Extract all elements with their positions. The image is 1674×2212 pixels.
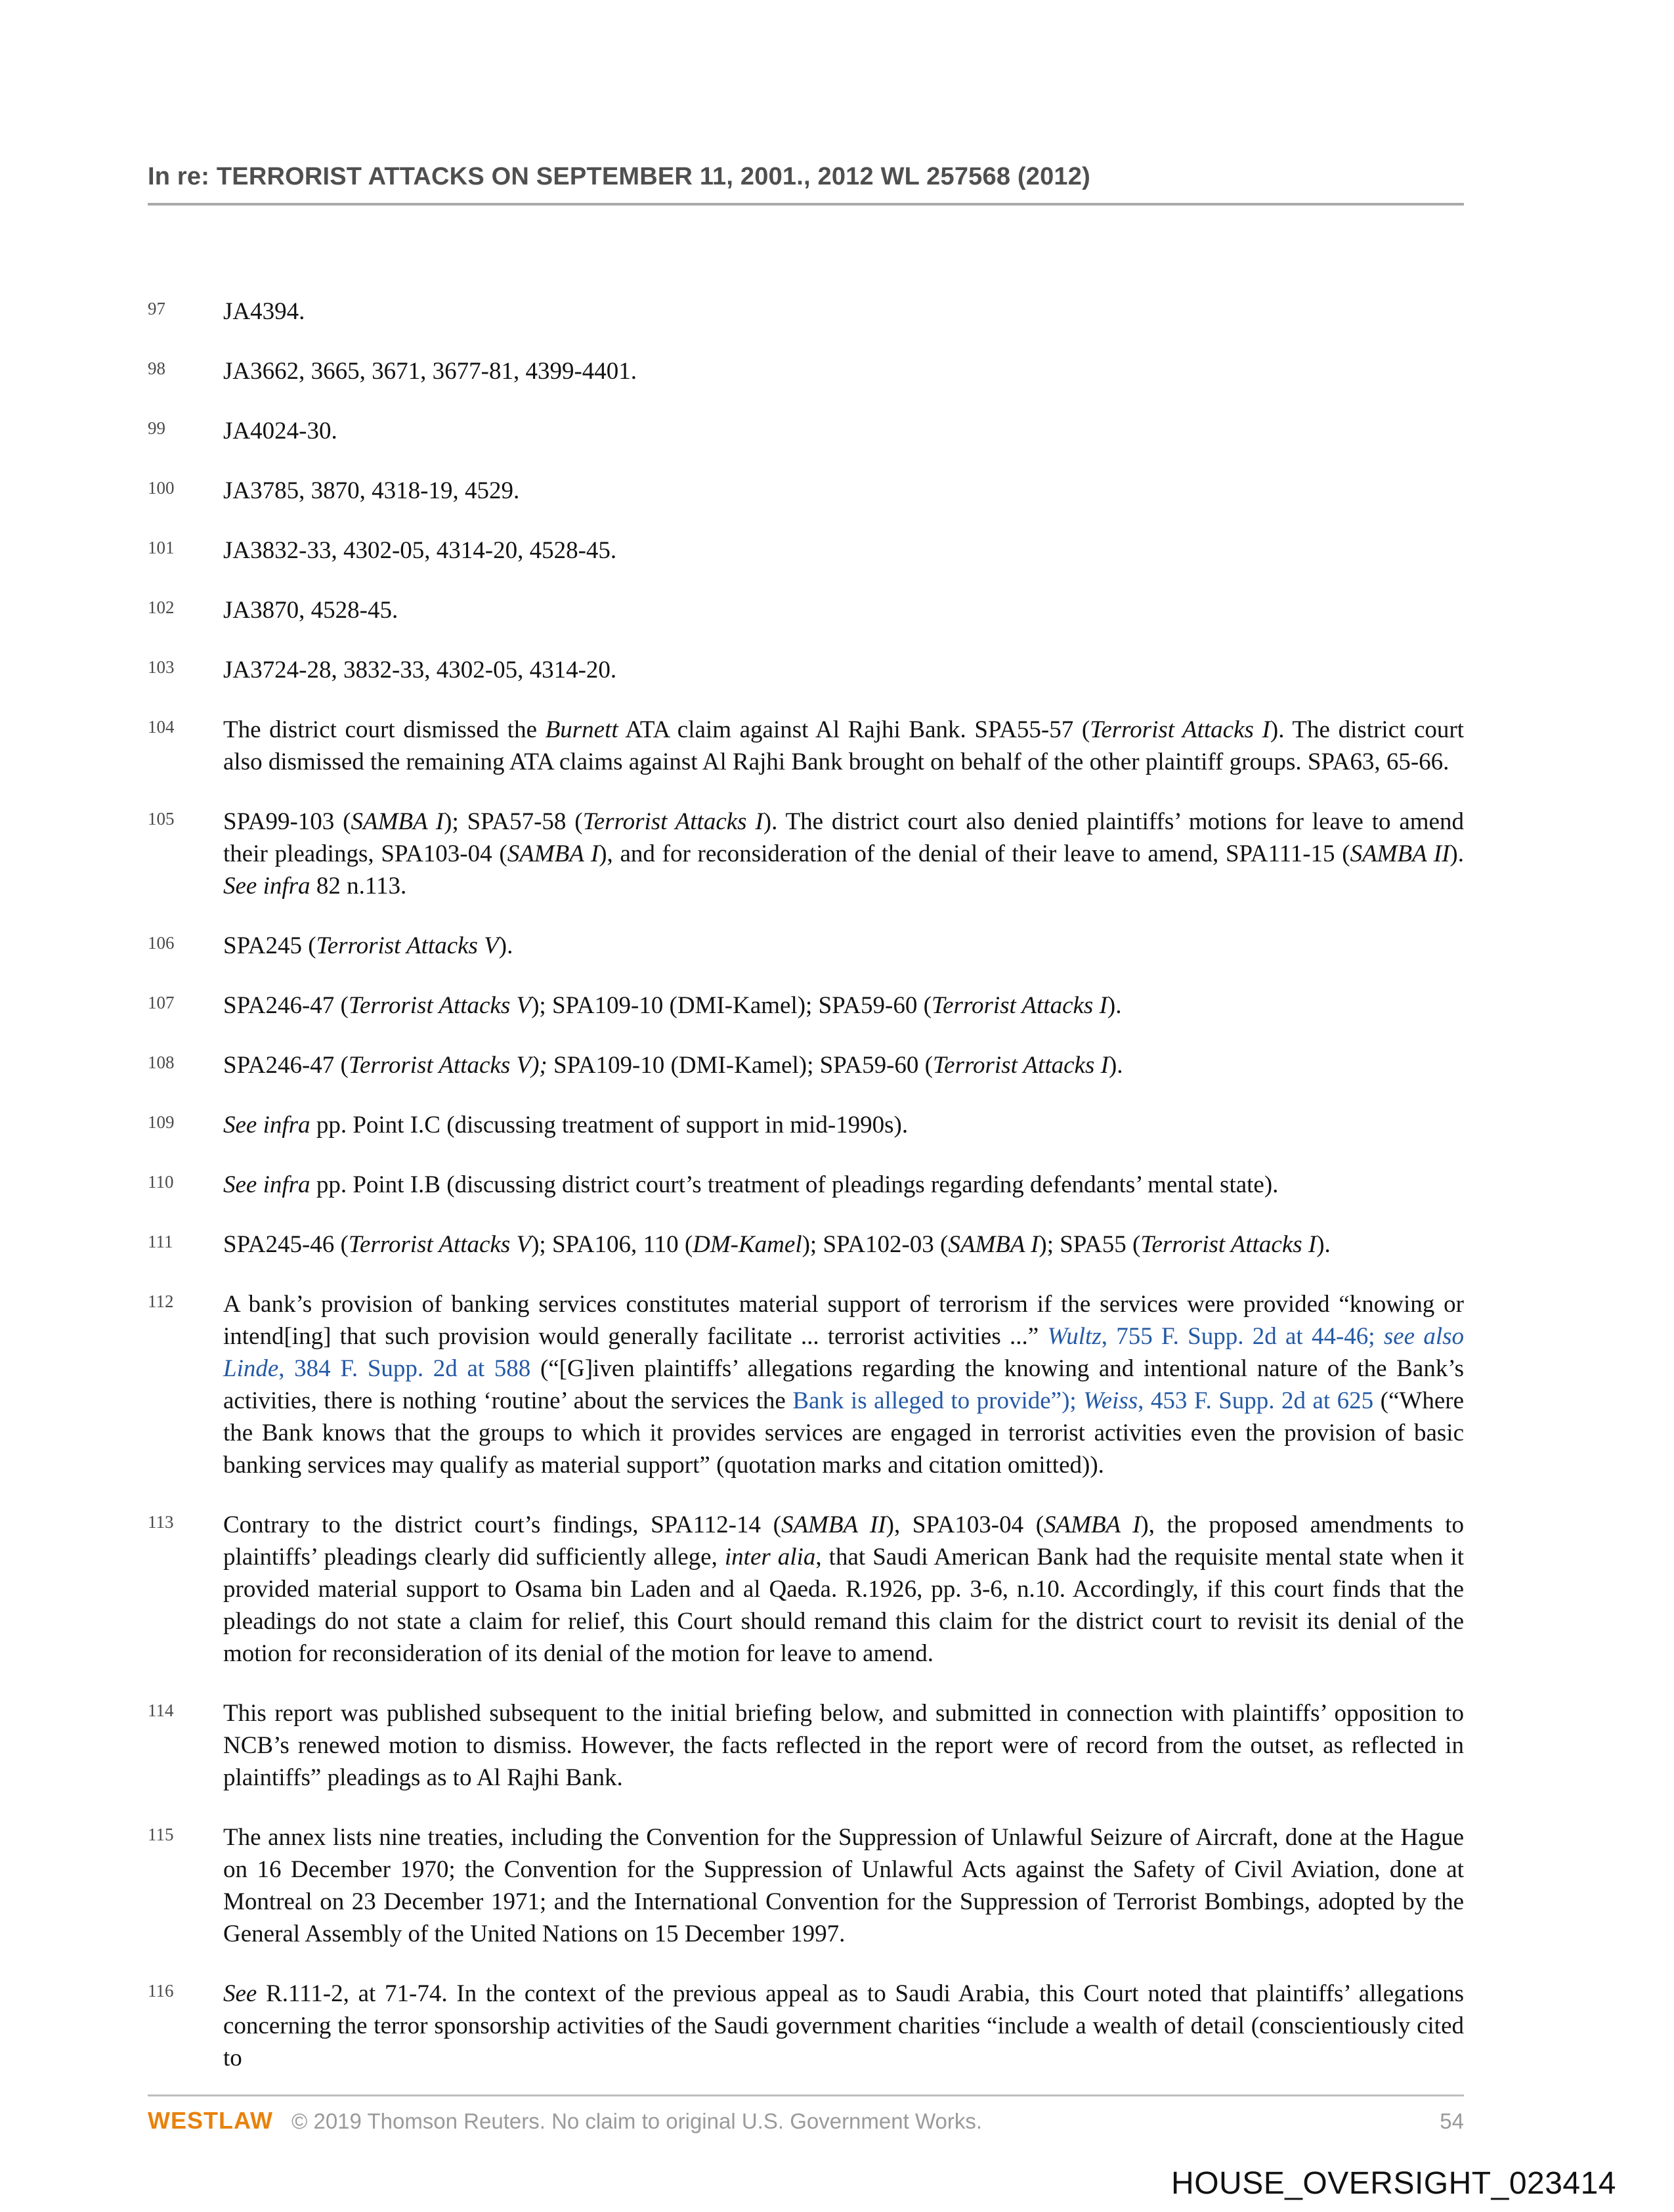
citation-link[interactable]: see also Linde	[223, 1323, 1464, 1382]
footnote-text: Contrary to the district court’s findings, SPA112-14 (SAMBA II), SPA103-04 (SAMBA I), the proposed amendments to plaintiffs’ pleadings clearly did sufficiently allege, inter alia, that Saudi American Bank had the requisite mental state when it provided material support to Osama bin Laden and al Qaeda. R.1926, pp. 3-6, n.10. Accordingly, if this court finds that the pleadings do not state a claim for relief, this Court should remand this claim for the district court to revisit its denial of the motion for reconsideration of its denial of the motion for leave to amend.	[223, 1511, 1464, 1667]
footnote-text: See infra pp. Point I.B (discussing district court’s treatment of pleadings regarding defendants’ mental state).	[223, 1171, 1279, 1198]
footnote-number: 116	[148, 1981, 174, 2001]
footnote-text: JA3785, 3870, 4318-19, 4529.	[223, 477, 520, 504]
footnote-110	[148, 1169, 1464, 1201]
footnote-number: 114	[148, 1701, 174, 1720]
citation-link[interactable]: Weiss	[1083, 1387, 1138, 1414]
footnote-97	[148, 295, 1464, 328]
footnote-104	[148, 714, 1464, 778]
footnote-text: See R.111-2, at 71-74. In the context of the previous appeal as to Saudi Arabia, this Court noted that plaintiffs’ allegations concerning the terror sponsorship activities of the Saudi government charities “include a wealth of detail (conscientiously cited to	[223, 1980, 1464, 2071]
footnote-116	[148, 1978, 1464, 2074]
footnote-number: 99	[148, 418, 165, 438]
footnote-number: 111	[148, 1232, 173, 1251]
footnote-113	[148, 1509, 1464, 1670]
footnote-number: 109	[148, 1112, 175, 1132]
footnote-100	[148, 475, 1464, 507]
footnote-number: 100	[148, 478, 175, 498]
footnote-list	[148, 295, 1464, 2081]
page-number: 54	[1440, 2109, 1464, 2133]
citation-link[interactable]: , 453 F. Supp. 2d at 625	[1138, 1387, 1374, 1414]
footnote-text: SPA245 (Terrorist Attacks V).	[223, 932, 513, 959]
footnote-text: SPA99-103 (SAMBA I); SPA57-58 (Terrorist Attacks I). The district court also denied plaintiffs’ motions for leave to amend their pleadings, SPA103-04 (SAMBA I), and for reconsideration of the denial of their leave to amend, SPA111-15 (SAMBA II). See infra 82 n.113.	[223, 808, 1464, 900]
footnote-number: 103	[148, 657, 175, 677]
footnote-114	[148, 1697, 1464, 1794]
footnote-number: 98	[148, 358, 165, 378]
footnote-number: 106	[148, 933, 175, 953]
footnote-text: SPA246-47 (Terrorist Attacks V); SPA109-10 (DMI-Kamel); SPA59-60 (Terrorist Attacks I).	[223, 1052, 1123, 1079]
document-title: In re: TERRORIST ATTACKS ON SEPTEMBER 11, 2001., 2012 WL 257568 (2012)	[148, 163, 1464, 206]
document-header	[148, 163, 1464, 206]
footnote-111	[148, 1228, 1464, 1261]
footnote-number: 102	[148, 597, 175, 617]
footnote-number: 108	[148, 1052, 175, 1072]
footnote-text: A bank’s provision of banking services constitutes material support of terrorism if the services were provided “knowing or intend[ing] that such provision would generally facilitate ... terrorist activities ...” Wultz, 755 F. Supp. 2d at 44-46; see also Linde, 384 F. Supp. 2d at 588 (“[G]iven plaintiffs’ allegations regarding the knowing and intentional nature of the Bank’s activities, there is nothing ‘routine’ about the services the Bank is alleged to provide”); Weiss, 453 F. Supp. 2d at 625 (“Where the Bank knows that the groups to which it provides services are engaged in terrorist activities even the provision of basic banking services may qualify as material support” (quotation marks and citation omitted)).	[223, 1291, 1464, 1479]
footnote-number: 110	[148, 1172, 174, 1192]
footnote-text: JA3724-28, 3832-33, 4302-05, 4314-20.	[223, 657, 617, 683]
footnote-112	[148, 1288, 1464, 1481]
citation-link[interactable]: Wultz	[1047, 1323, 1102, 1350]
footnote-text: JA3870, 4528-45.	[223, 597, 398, 624]
footnote-108	[148, 1049, 1464, 1081]
footnote-number: 97	[148, 299, 165, 318]
footnote-text: JA3662, 3665, 3671, 3677-81, 4399-4401.	[223, 358, 637, 385]
footnote-106	[148, 930, 1464, 962]
footnote-number: 115	[148, 1825, 174, 1844]
footnote-103	[148, 654, 1464, 686]
footnote-107	[148, 989, 1464, 1022]
page-footer	[148, 2094, 1464, 2135]
westlaw-logo: WESTLAW	[148, 2107, 273, 2134]
footnote-101	[148, 534, 1464, 567]
footnote-text: JA3832-33, 4302-05, 4314-20, 4528-45.	[223, 537, 617, 564]
footnote-number: 104	[148, 717, 175, 737]
footnote-text: The district court dismissed the Burnett ATA claim against Al Rajhi Bank. SPA55-57 (Terrorist Attacks I). The district court also dismissed the remaining ATA claims against Al Rajhi Bank brought on behalf of the other plaintiff groups. SPA63, 65-66.	[223, 716, 1464, 775]
footnote-text: See infra pp. Point I.C (discussing treatment of support in mid-1990s).	[223, 1112, 909, 1139]
footer-copyright: © 2019 Thomson Reuters. No claim to original U.S. Government Works.	[291, 2109, 983, 2133]
footnote-text: SPA245-46 (Terrorist Attacks V); SPA106, 110 (DM-Kamel); SPA102-03 (SAMBA I); SPA55 (Terrorist Attacks I).	[223, 1231, 1331, 1258]
footnote-109	[148, 1109, 1464, 1141]
footnote-number: 113	[148, 1512, 174, 1532]
footnote-98	[148, 355, 1464, 387]
footnote-number: 112	[148, 1291, 174, 1311]
footnote-99	[148, 415, 1464, 447]
footnote-text: This report was published subsequent to the initial briefing below, and submitted in connection with plaintiffs’ opposition to NCB’s renewed motion to dismiss. However, the facts reflected in the report were of record from the outset, as reflected in plaintiffs” pleadings as to Al Rajhi Bank.	[223, 1700, 1464, 1791]
footnote-text: JA4024-30.	[223, 418, 337, 445]
footnote-number: 101	[148, 538, 175, 557]
footnote-text: The annex lists nine treaties, including the Convention for the Suppression of Unlawful Seizure of Aircraft, done at the Hague on 16 December 1970; the Convention for the Suppression of Unlawful Acts against the Safety of Civil Aviation, done at Montreal on 23 December 1971; and the International Convention for the Suppression of Terrorist Bombings, adopted by the General Assembly of the United Nations on 15 December 1997.	[223, 1824, 1464, 1947]
citation-link[interactable]: Bank is alleged to provide”);	[792, 1387, 1084, 1414]
citation-link[interactable]: , 755 F. Supp. 2d at 44-46;	[1101, 1323, 1384, 1350]
bates-stamp: HOUSE_OVERSIGHT_023414	[1171, 2166, 1616, 2201]
footnote-text: SPA246-47 (Terrorist Attacks V); SPA109-10 (DMI-Kamel); SPA59-60 (Terrorist Attacks I).	[223, 992, 1122, 1019]
footnote-115	[148, 1821, 1464, 1950]
footnote-number: 107	[148, 993, 175, 1012]
footnote-number: 105	[148, 809, 175, 829]
footnote-text: JA4394.	[223, 298, 305, 325]
citation-link[interactable]: , 384 F. Supp. 2d at 588	[278, 1355, 531, 1382]
footnote-105	[148, 806, 1464, 902]
footnote-102	[148, 594, 1464, 626]
